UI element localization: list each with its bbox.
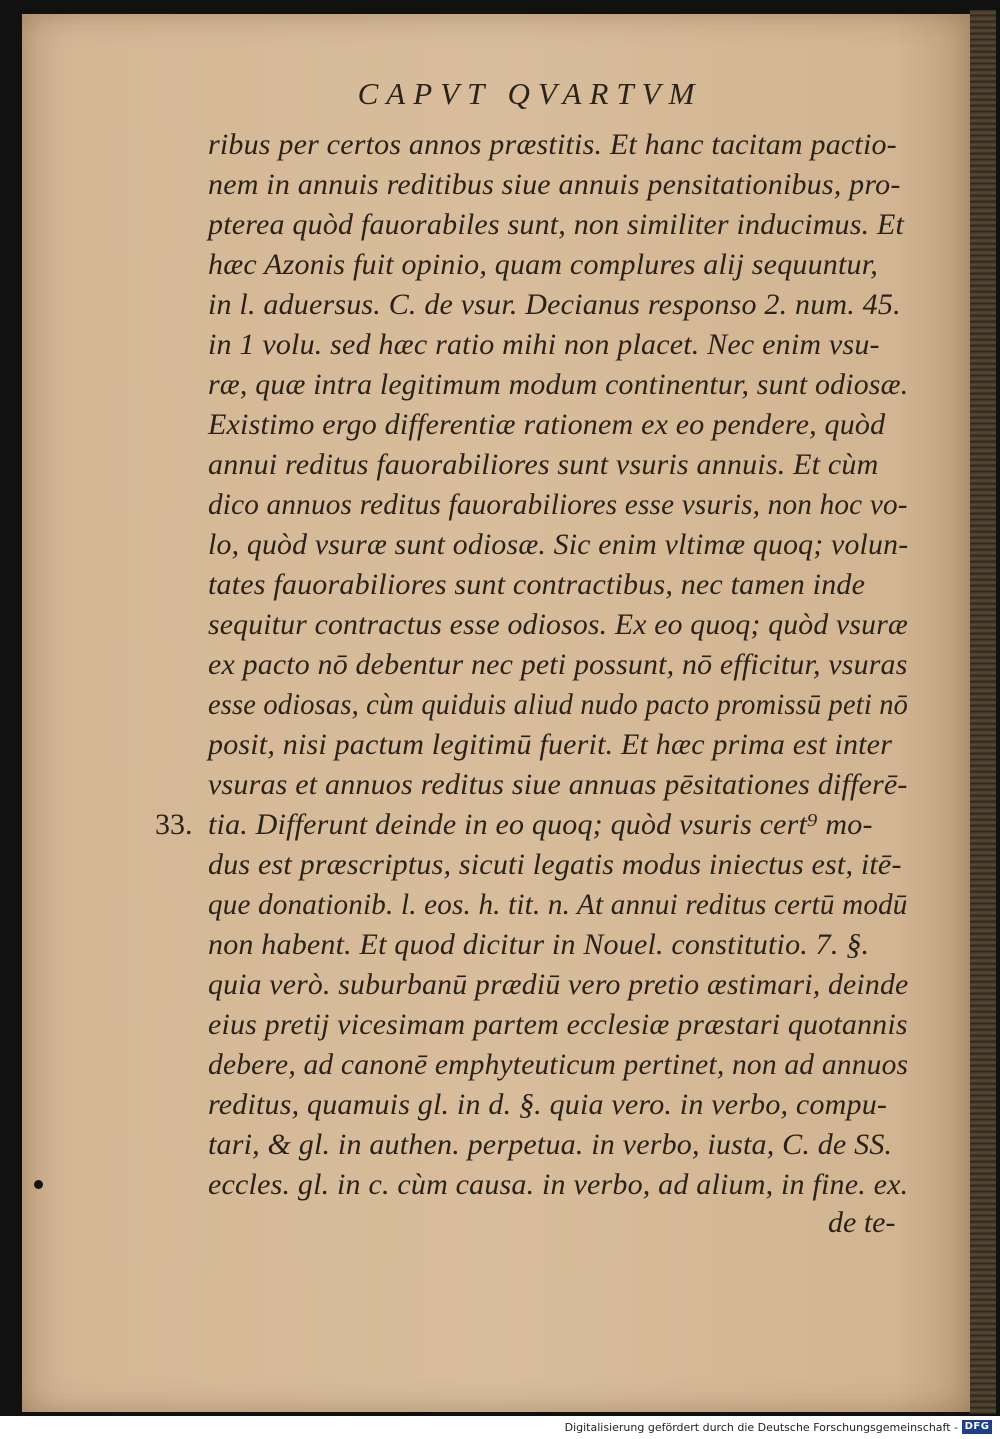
text-line: pterea quòd fauorabiles sunt, non similiter inducimus. Et	[208, 208, 905, 241]
margin-number: 33.	[155, 808, 193, 841]
text-line: que donationib. l. eos. h. tit. n. At annui reditus certū modū	[208, 888, 908, 921]
text-line: eccles. gl. in c. cùm causa. in verbo, ad alium, in fine. ex.	[208, 1168, 909, 1201]
text-line: dus est præscriptus, sicuti legatis modus iniectus est, itē-	[208, 848, 902, 881]
text-line: lo, quòd vsuræ sunt odiosæ. Sic enim vltimæ quoq; volun-	[208, 528, 909, 561]
text-line: tia. Differunt deinde in eo quoq; quòd vsuris cert⁹ mo-	[208, 808, 873, 841]
text-line: posit, nisi pactum legitimū fuerit. Et hæc prima est inter	[208, 728, 893, 761]
text-line: quia verò. suburbanū prædiū vero pretio æstimari, deinde	[208, 968, 909, 1001]
text-line: in l. aduersus. C. de vsur. Decianus responso 2. num. 45.	[208, 288, 901, 321]
text-line: tari, & gl. in authen. perpetua. in verbo, iusta, C. de SS.	[208, 1128, 893, 1161]
text-line: eius pretij vicesimam partem ecclesiæ præstari quotannis	[208, 1008, 908, 1041]
footer-bar	[0, 1416, 1000, 1439]
text-line: dico annuos reditus fauorabiliores esse vsuris, non hoc vo-	[208, 488, 908, 521]
text-line: sequitur contractus esse odiosos. Ex eo quoq; quòd vsuræ	[208, 608, 908, 641]
text-line: reditus, quamuis gl. in d. §. quia vero. in verbo, compu-	[208, 1088, 888, 1121]
page-stack-edge	[970, 10, 996, 1414]
text-line: hæc Azonis fuit opinio, quam complures alij sequuntur,	[208, 248, 878, 281]
text-line: annui reditus fauorabiliores sunt vsuris annuis. Et cùm	[208, 448, 879, 481]
catchword: de te-	[828, 1206, 896, 1239]
text-line: nem in annuis reditibus siue annuis pensitationibus, pro-	[208, 168, 901, 201]
funding-credit: Digitalisierung gefördert durch die Deutsche Forschungsgemeinschaft -	[564, 1421, 958, 1434]
text-line: non habent. Et quod dicitur in Nouel. constitutio. 7. §.	[208, 928, 870, 961]
text-line: esse odiosas, cùm quiduis aliud nudo pacto promissū peti nō	[208, 688, 909, 721]
ink-blot	[34, 1180, 43, 1189]
text-line: ex pacto nō debentur nec peti possunt, nō efficitur, vsuras	[208, 648, 908, 681]
dfg-logo: DFG	[962, 1420, 992, 1434]
text-line: ribus per certos annos præstitis. Et hanc tacitam pactio-	[208, 128, 897, 161]
text-line: debere, ad canonē emphyteuticum pertinet, non ad annuos	[208, 1048, 909, 1081]
text-line: vsuras et annuos reditus siue annuas pēsitationes differē-	[208, 768, 908, 801]
running-header: CAPVT QVARTVM	[357, 76, 703, 111]
text-line: in 1 volu. sed hæc ratio mihi non placet. Nec enim vsu-	[208, 328, 880, 361]
text-line: tates fauorabiliores sunt contractibus, nec tamen inde	[208, 568, 866, 601]
text-line: Existimo ergo differentiæ rationem ex eo pendere, quòd	[208, 408, 886, 441]
text-line: ræ, quæ intra legitimum modum continentur, sunt odiosæ.	[208, 368, 909, 401]
